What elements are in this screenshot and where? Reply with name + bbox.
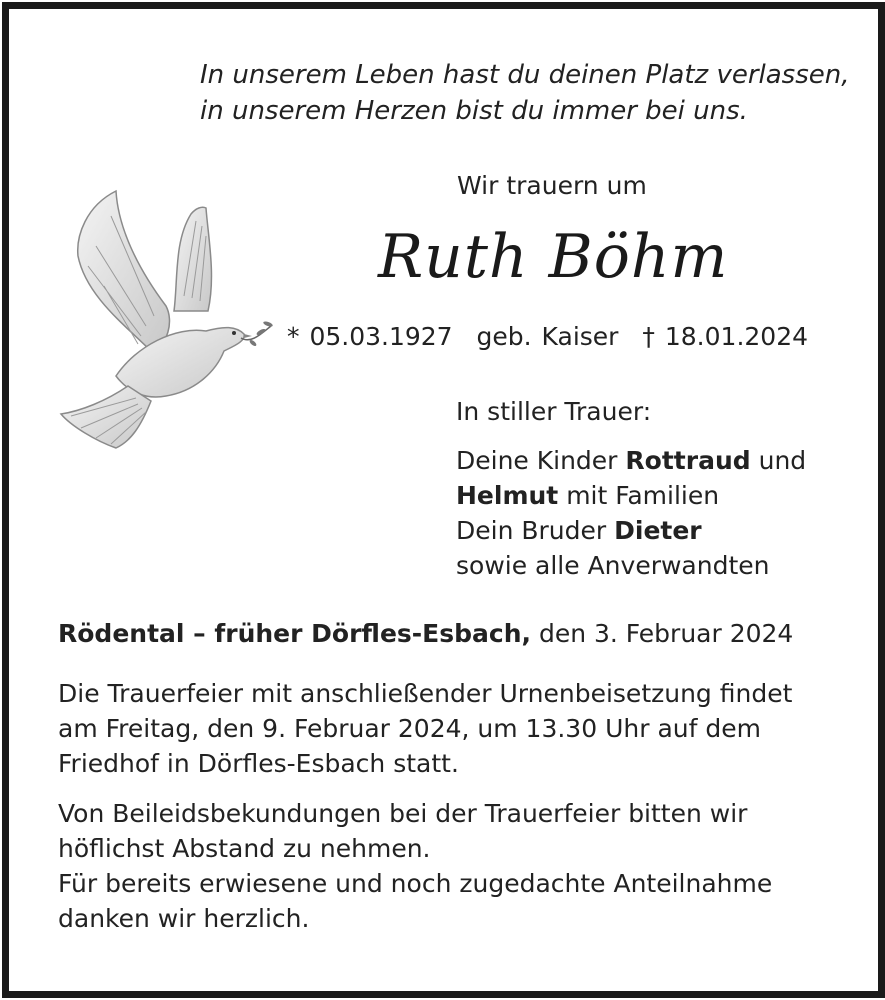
place-and-date xyxy=(58,619,793,648)
maiden-name: geb. Kaiser xyxy=(476,322,619,351)
funeral-notice xyxy=(58,676,792,781)
birth-date: * 05.03.1927 xyxy=(287,322,453,351)
condolence-line-4: danken wir herzlich. xyxy=(58,904,310,933)
notice-date: den 3. Februar 2024 xyxy=(531,619,794,648)
condolence-line-3: Für bereits erwiesene und noch zugedachte Anteilnahme xyxy=(58,869,773,898)
funeral-line-2: am Freitag, den 9. Februar 2024, um 13.30 Uhr auf dem xyxy=(58,714,761,743)
mourners-line-4: sowie alle Anverwandten xyxy=(456,551,770,580)
life-dates xyxy=(287,322,808,351)
condolence-line-2: höflichst Abstand zu nehmen. xyxy=(58,834,431,863)
mourners-line-2: Helmut mit Familien xyxy=(456,481,720,510)
mourning-intro: Wir trauern um xyxy=(457,171,647,200)
quote-line-2: in unserem Herzen bist du immer bei uns. xyxy=(200,96,748,126)
mourners-intro: In stiller Trauer: xyxy=(456,397,652,426)
funeral-line-3: Friedhof in Dörfles-Esbach statt. xyxy=(58,749,459,778)
condolence-line-1: Von Beileidsbekundungen bei der Trauerfeier bitten wir xyxy=(58,799,748,828)
dove-with-olive-branch-icon xyxy=(56,186,281,461)
death-date: † 18.01.2024 xyxy=(642,322,809,351)
condolence-notice xyxy=(58,796,772,936)
mourners-line-1: Deine Kinder Rottraud und xyxy=(456,446,807,475)
mourners-block xyxy=(456,394,806,583)
quote-line-1: In unserem Leben hast du deinen Platz verlassen, xyxy=(200,60,850,90)
funeral-line-1: Die Trauerfeier mit anschließender Urnenbeisetzung findet xyxy=(58,679,793,708)
memorial-quote xyxy=(200,57,850,129)
place-name: Rödental – früher Dörfles-Esbach, xyxy=(58,619,531,648)
mourners-line-3: Dein Bruder Dieter xyxy=(456,516,702,545)
deceased-name: Ruth Böhm xyxy=(378,222,729,292)
